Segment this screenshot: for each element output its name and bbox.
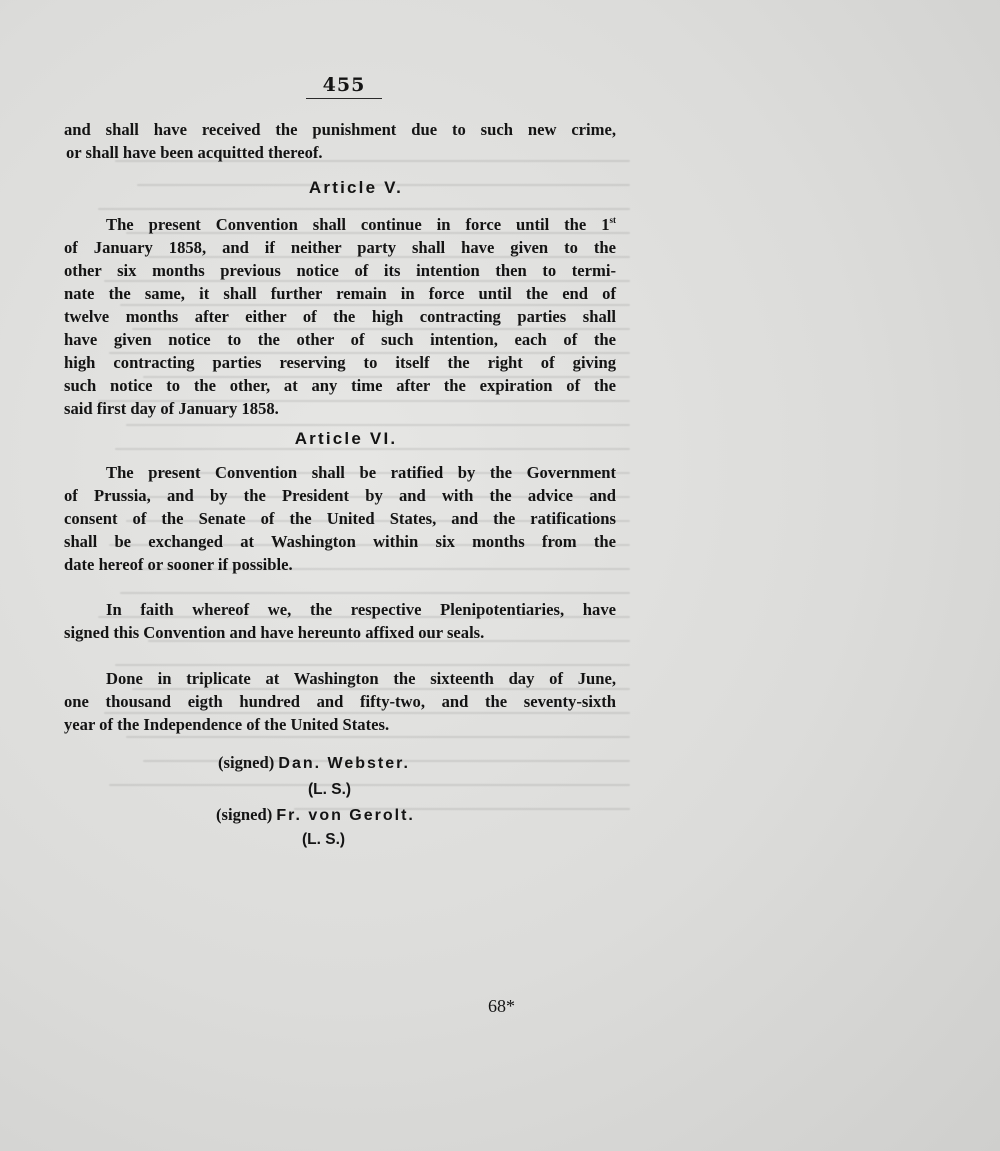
- header-rule: [306, 98, 382, 99]
- seal-mark: (L. S.): [302, 831, 346, 848]
- text-line: twelve months after either of the high contracting parties shall: [64, 307, 616, 326]
- continuation-paragraph: [64, 118, 616, 164]
- text-line: [64, 209, 616, 236]
- text-line: In faith whereof we, the respective Plenipotentiaries, have: [106, 600, 616, 619]
- signed-prefix: (signed): [216, 805, 273, 824]
- text-line: The present Convention shall be ratified by the Government: [106, 463, 616, 482]
- text-line: of Prussia, and by the President by and with the advice and: [64, 486, 616, 505]
- text-line: consent of the Senate of the United States, and the ratifications: [64, 509, 616, 528]
- article-vi-heading: Article VI.: [294, 429, 398, 448]
- text-line: of January 1858, and if neither party shall have given to the: [64, 238, 616, 257]
- page-number: 455: [322, 74, 366, 96]
- seal-mark: (L. S.): [308, 781, 352, 798]
- text-line: year of the Independence of the United States.: [64, 715, 390, 734]
- superscript: st: [609, 215, 616, 225]
- signature-gerolt: [216, 805, 415, 825]
- article-v-paragraph: [64, 209, 616, 420]
- text-line: and shall have received the punishment due to such new crime,: [64, 120, 616, 139]
- text-line: date hereof or sooner if possible.: [64, 555, 293, 574]
- text-line: Done in triplicate at Washington the sixteenth day of June,: [106, 669, 616, 688]
- text-line: one thousand eigth hundred and fifty-two, and the seventy-sixth: [64, 692, 616, 711]
- signature-webster: [218, 753, 410, 773]
- text-line: nate the same, it shall further remain in force until the end of: [64, 284, 616, 303]
- signed-prefix: (signed): [218, 753, 275, 772]
- text-line: high contracting parties reserving to itself the right of giving: [64, 353, 616, 372]
- text-line: such notice to the other, at any time after the expiration of the: [64, 376, 616, 395]
- done-paragraph: [64, 667, 616, 736]
- article-vi-paragraph: [64, 461, 616, 576]
- text-line: have given notice to the other of such intention, each of the: [64, 330, 616, 349]
- signatory-name: Dan. Webster.: [278, 755, 410, 772]
- text-line-content: The present Convention shall continue in force until the 1: [106, 215, 610, 234]
- text-line: or shall have been acquitted thereof.: [66, 143, 323, 162]
- faith-paragraph: [64, 598, 616, 644]
- text-line: signed this Convention and have hereunto affixed our seals.: [64, 623, 485, 642]
- text-line: shall be exchanged at Washington within six months from the: [64, 532, 616, 551]
- folio-mark: 68*: [488, 996, 515, 1016]
- signatory-name: Fr. von Gerolt.: [276, 807, 415, 824]
- text-line: other six months previous notice of its intention then to termi-: [64, 261, 616, 280]
- text-line: said first day of January 1858.: [64, 399, 279, 418]
- article-v-heading: Article V.: [308, 178, 404, 197]
